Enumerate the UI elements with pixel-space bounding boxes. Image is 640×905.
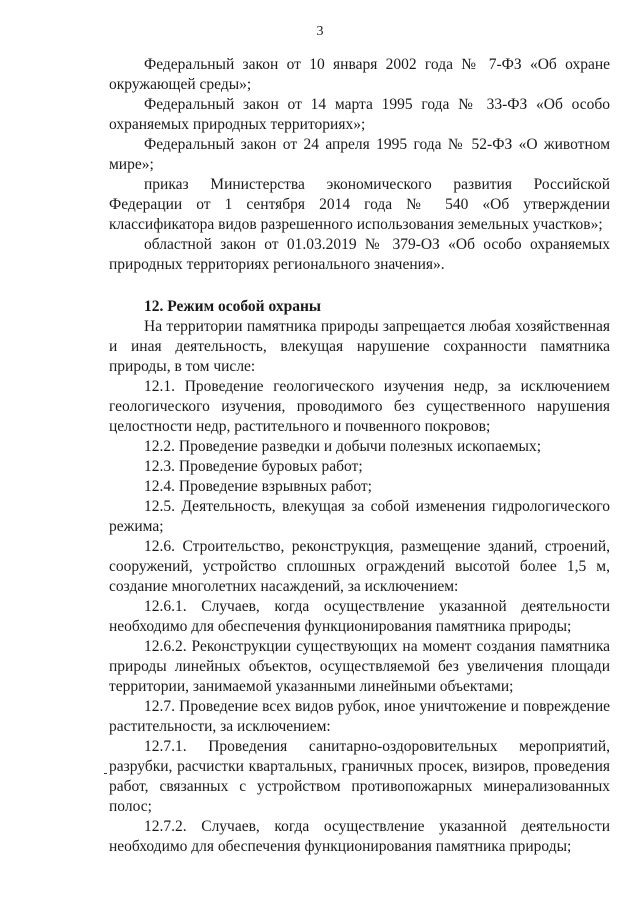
law-item-2: Федеральный закон от 14 марта 1995 года № 33-ФЗ «Об особо охраняемых природных территориях»; [109, 96, 610, 133]
item-12-2: 12.2. Проведение разведки и добычи полезных ископаемых; [144, 438, 541, 455]
section-gap [109, 275, 610, 297]
margin-mark [104, 773, 107, 774]
item-12-7-1: 12.7.1. Проведения санитарно-оздоровительных мероприятий, разрубки, расчистки квартальных, граничных просек, визиров, проведения работ, связанных с устройством противопожарных минерализованных полос; [109, 738, 610, 815]
page-number: 3 [316, 24, 324, 39]
item-12-6-2: 12.6.2. Реконструкции существующих на момент создания памятника природы линейных объектов, осуществляемой без увеличения площади территории, занимаемой указанными линейными объектами; [109, 638, 610, 695]
law-item-4: приказ Министерства экономического развития Российской Федерации от 1 сентября 2014 года № 540 «Об утверждении классификатора видов разрешенного использования земельных участков»; [109, 176, 610, 233]
item-12-6: 12.6. Строительство, реконструкция, размещение зданий, строений, сооружений, устройство сплошных ограждений высотой более 1,5 м, создание многолетних насаждений, за исключением: [109, 538, 610, 595]
section-heading: 12. Режим особой охраны [144, 298, 321, 315]
document-body [109, 55, 610, 857]
item-12-3: 12.3. Проведение буровых работ; [144, 458, 363, 475]
item-12-1: 12.1. Проведение геологического изучения недр, за исключением геологического изучения, проводимого без существенного нарушения целостности недр, растительного и почвенного покровов; [109, 378, 610, 435]
item-12-7: 12.7. Проведение всех видов рубок, иное уничтожение и повреждение растительности, за исключением: [109, 698, 610, 735]
law-item-5: областной закон от 01.03.2019 № 379-ОЗ «Об особо охраняемых природных территориях регионального значения». [109, 236, 610, 273]
law-item-1: Федеральный закон от 10 января 2002 года № 7-ФЗ «Об охране окружающей среды»; [109, 56, 610, 93]
item-12-5: 12.5. Деятельность, влекущая за собой изменения гидрологического режима; [109, 498, 610, 535]
item-12-7-2: 12.7.2. Случаев, когда осуществление указанной деятельности необходимо для обеспечения функционирования памятника природы; [109, 818, 610, 855]
section-intro: На территории памятника природы запрещается любая хозяйственная и иная деятельность, влекущая нарушение сохранности памятника природы, в том числе: [109, 318, 610, 375]
item-12-4: 12.4. Проведение взрывных работ; [144, 478, 372, 495]
law-item-3: Федеральный закон от 24 апреля 1995 года № 52-ФЗ «О животном мире»; [109, 136, 610, 173]
item-12-6-1: 12.6.1. Случаев, когда осуществление указанной деятельности необходимо для обеспечения функционирования памятника природы; [109, 598, 610, 635]
